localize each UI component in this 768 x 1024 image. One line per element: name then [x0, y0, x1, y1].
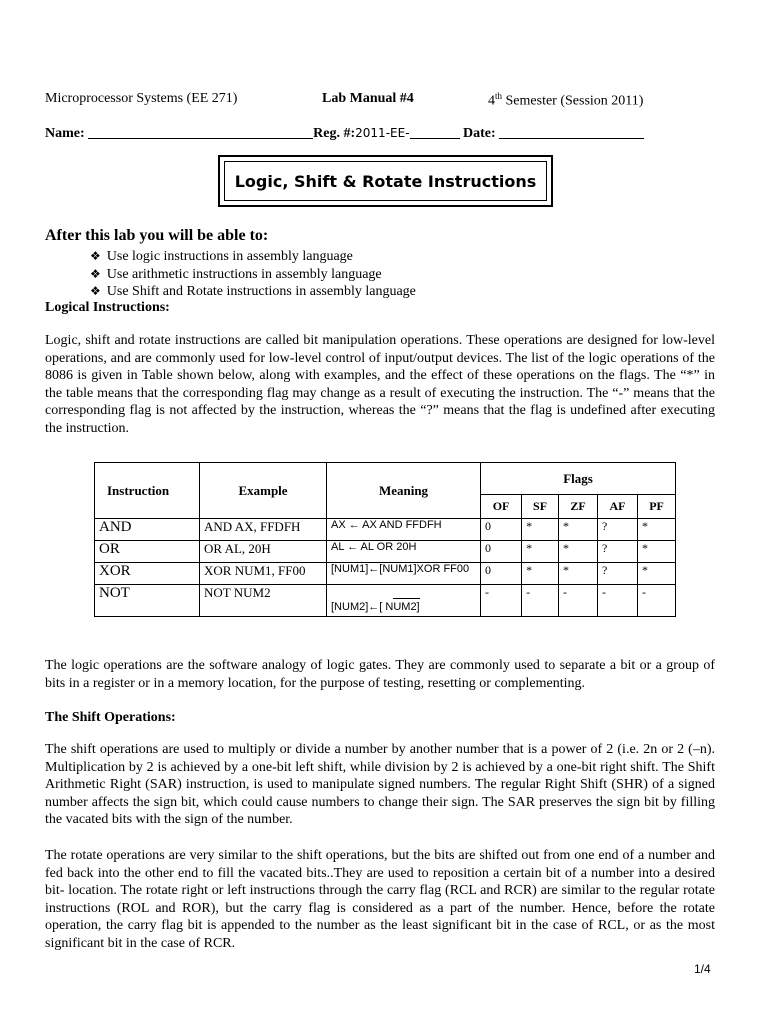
flag-header-af: AF [598, 495, 638, 519]
logic-gates-paragraph: The logic operations are the software analogy of logic gates. They are commonly used to separate a bit or a group of bits in a register or in a memory location, for the purpose of testing, resetting or complementing. [45, 658, 715, 691]
date-field[interactable] [499, 124, 644, 139]
diamond-bullet-icon: ❖ [90, 266, 101, 281]
col-header-flags: Flags [481, 463, 676, 495]
course-title: Microprocessor Systems (EE 271) [45, 91, 238, 106]
diamond-bullet-icon: ❖ [90, 249, 101, 263]
rotate-paragraph: The rotate operations are very similar to the shift operations, but the bits are shifted out from one end of a number and fed back into the other end to fill the vacated bits..They are used to reposition a certain bit of a number into a desired bit- location. The rotate right or left instructions through the carry flag (RCL and RCR) are similar to the regular rotate instructions (ROL and ROR), but the carry flag is considered as a part of the number. Hence, before the rotate operation, the carry flag bit is appended to the number as the least significant bit in the case of RCL, or as the most significant bit in the case of RCR. [45, 848, 715, 951]
col-header-instruction: Instruction [95, 463, 200, 519]
name-field[interactable] [88, 124, 313, 139]
title-box [218, 155, 553, 207]
table-row: AND AND AX, FFDFH AX ← AX AND FFDFH 0 * * ? * [95, 519, 676, 541]
flag-header-pf: PF [638, 495, 676, 519]
logic-instructions-table [94, 462, 676, 617]
list-item: ❖ Use Shift and Rotate instructions in assembly language [90, 284, 416, 299]
table-row: OR OR AL, 20H AL ← AL OR 20H 0 * * ? * [95, 541, 676, 563]
list-item: ❖ Use arithmetic instructions in assembly language [90, 266, 382, 282]
date-label: Date: [463, 126, 496, 141]
objectives-list [90, 248, 416, 301]
flag-header-sf: SF [522, 495, 559, 519]
objectives-heading: After this lab you will be able to: [45, 227, 269, 244]
shift-heading: The Shift Operations: [45, 710, 176, 725]
semester-info: 4th Semester (Session 2011) [488, 91, 644, 109]
table-row: NOT NOT NUM2 [NUM2]←[ NUM2] - - - - - [95, 585, 676, 617]
reg-value: 2011-EE- [355, 126, 410, 140]
lab-number: Lab Manual #4 [322, 91, 414, 106]
logical-heading: Logical Instructions: [45, 300, 170, 315]
reg-field[interactable] [410, 124, 460, 139]
diamond-bullet-icon: ❖ [90, 284, 101, 298]
reg-label: Reg. #: [313, 126, 356, 141]
list-item: ❖ Use logic instructions in assembly language [90, 249, 353, 264]
logical-paragraph: Logic, shift and rotate instructions are called bit manipulation operations. These operations are designed for low-level operations, and are commonly used for low-level control of input/output devices. The list of the logic operations of the 8086 is given in Table shown below, along with examples, and the effect of these operations on the flags. The “*” in the table means that the corresponding flag may change as a result of executing the instruction. The “-” means that the corresponding flag is not affected by the instruction, whereas the “?” means that the flag is undefined after executing the instruction. [45, 333, 715, 436]
shift-paragraph: The shift operations are used to multiply or divide a number by another number that is a power of 2 (i.e. 2n or 2 (–n). Multiplication by 2 is achieved by a one-bit left shift, while division by 2 is achieved by a one-bit right shift. The Shift Arithmetic Right (SAR) instruction, is used to manipulate signed numbers. The regular Right Shift (SHR) of a signed number affects the sign bit, which could cause numbers to change their sign. The SAR preserves the sign bit by filling the vacated bits with the sign of the number. [45, 742, 715, 828]
student-info-row [45, 124, 644, 142]
flag-header-zf: ZF [559, 495, 598, 519]
flag-header-of: OF [481, 495, 522, 519]
table-row: XOR XOR NUM1, FF00 [NUM1]←[NUM1]XOR FF00 0 * * ? * [95, 563, 676, 585]
name-label: Name: [45, 126, 85, 141]
col-header-example: Example [200, 463, 327, 519]
col-header-meaning: Meaning [327, 463, 481, 519]
page-title: Logic, Shift & Rotate Instructions [224, 161, 547, 201]
page-number: 1/4 [694, 962, 711, 976]
